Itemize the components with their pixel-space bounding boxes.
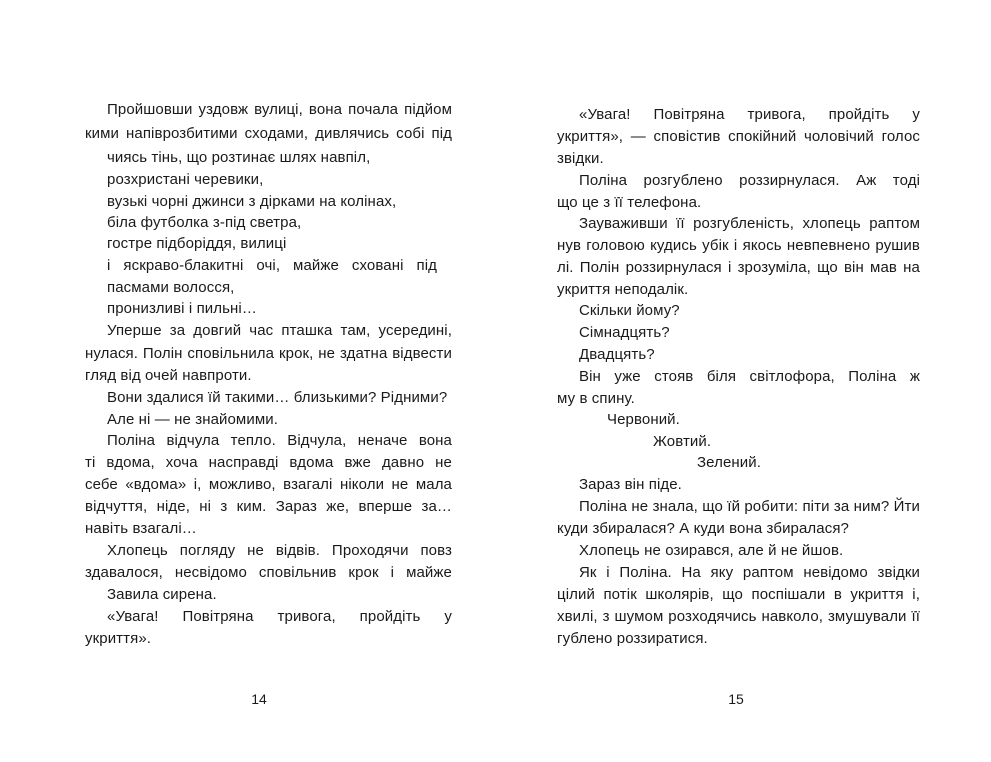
text-line: Поліна розгублено роззирнулася. Аж тоді [579,172,920,189]
text-line: пасмами волосся, [107,279,235,296]
text-line: нулася. Полін сповільнила крок, не здатна відвести [85,345,452,362]
text-line: нув головою кудись убік і якось невпевнено рушив [557,237,920,254]
text-line: Поліна відчула тепло. Відчула, неначе вона [107,432,452,449]
text-line: навіть взагалі… [85,520,197,537]
text-line: пронизливі і пильні… [107,300,257,317]
text-line: Хлопець погляду не відвів. Проходячи повз [107,542,452,559]
text-line: «Увага! Повітряна тривога, пройдіть у [579,106,920,123]
text-line: кими напіврозбитими сходами, дивлячись собі під [85,125,452,142]
text-line: гублено роззиратися. [557,630,708,647]
text-line: ті вдома, хоча насправді вдома вже давно не [85,454,452,471]
text-line: Пройшовши уздовж вулиці, вона почала підйом [107,101,452,118]
text-line: Скільки йому? [579,302,680,319]
text-line: укриття неподалік. [557,281,689,298]
text-line: себе «вдома» і, можливо, взагалі ніколи не мала [85,476,452,493]
text-line: укриття». [85,630,152,647]
text-line: цілий потік школярів, що поспішали в укриття і, [557,586,920,603]
page-number: 15 [728,691,744,707]
text-line: «Увага! Повітряна тривога, пройдіть у [107,608,452,625]
text-line: Уперше за довгий час пташка там, усередині, [107,322,452,339]
text-line: вузькі чорні джинси з дірками на колінах, [107,193,397,210]
text-line: Зараз він піде. [579,476,682,493]
text-line: гляд від очей навпроти. [85,367,252,384]
text-line: му в спину. [557,390,635,407]
left-page [0,0,495,762]
text-line: звідки. [557,150,604,167]
text-line: відчуття, ніде, ні з ким. Зараз же, вперше за… [85,498,452,515]
page-number: 14 [251,691,267,707]
text-line: лі. Полін роззирнулася і зрозуміла, що він мав на [557,259,920,276]
text-line: Зауваживши її розгубленість, хлопець раптом [579,215,920,232]
text-line: чиясь тінь, що розтинає шлях навпіл, [107,149,371,166]
text-line: гостре підборіддя, вилиці [107,235,287,252]
text-line: хвилі, з шумом розходячись навколо, змушували її [557,608,920,625]
right-page [495,0,991,762]
text-line: Хлопець не озирався, але й не йшов. [579,542,844,559]
text-line: біла футболка з-під светра, [107,214,302,231]
text-line: Червоний. [607,411,680,428]
text-line: Поліна не знала, що їй робити: піти за ним? Йти [579,498,920,515]
text-line: Вони здалися їй такими… близькими? Рідними? [107,389,448,406]
text-line: куди збиралася? А куди вона збиралася? [557,520,849,537]
text-line: здавалося, несвідомо сповільнив крок і майже [85,564,452,581]
text-line: розхристані черевики, [107,171,264,188]
text-line: Завила сирена. [107,586,217,603]
text-line: Але ні — не знайомими. [107,411,278,428]
text-line: Зелений. [697,454,762,471]
text-line: Жовтий. [653,433,712,450]
text-line: Як і Поліна. На яку раптом невідомо звідки [579,564,920,581]
text-line: Він уже стояв біля світлофора, Поліна ж [579,368,920,385]
text-line: що це з її телефона. [557,194,702,211]
text-line: укриття», — сповістив спокійний чоловічий голос [557,128,920,145]
text-line: Сімнадцять? [579,324,670,341]
text-line: і яскраво-блакитні очі, майже сховані під [107,257,437,274]
text-line: Двадцять? [579,346,655,363]
